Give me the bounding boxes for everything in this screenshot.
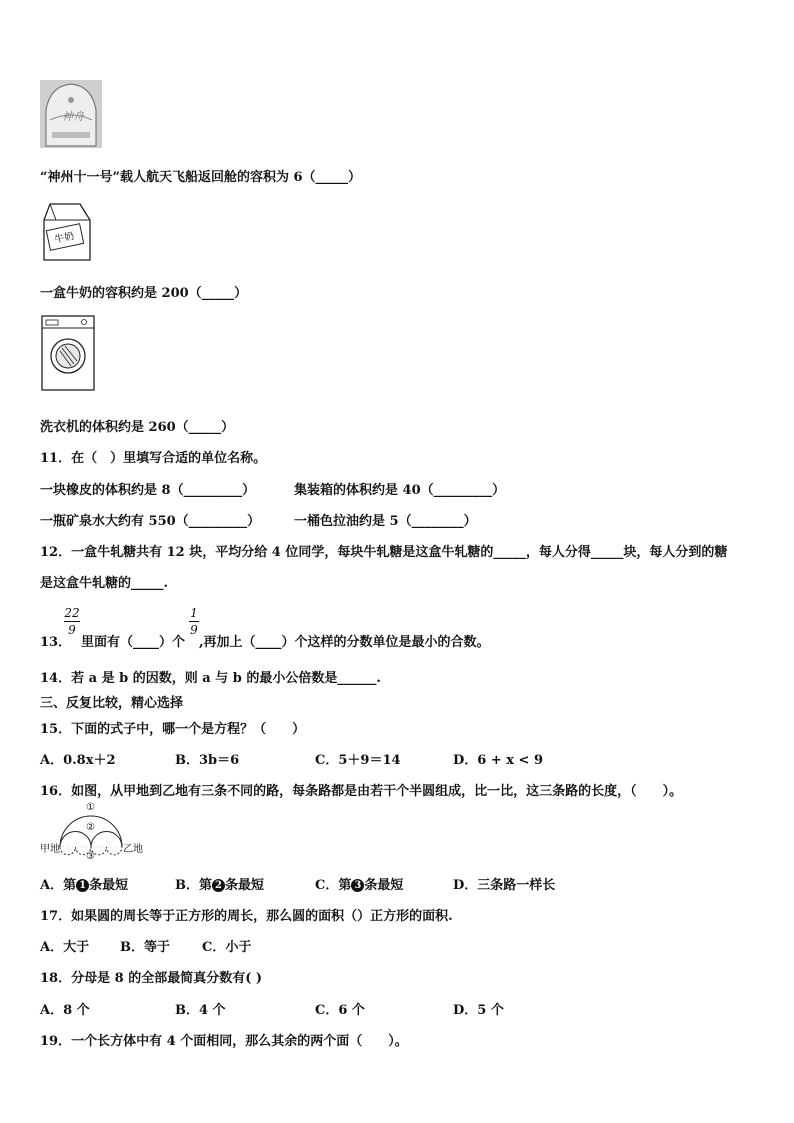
q15-option-c[interactable]: C．5＋9＝14 — [315, 753, 401, 768]
fraction-1-denominator: 9 — [68, 623, 76, 637]
q15-title: 15．下面的式子中，哪一个是方程？（ ） — [40, 722, 306, 737]
milk-caption: 一盒牛奶的容积约是 200（_____） — [40, 286, 248, 301]
q16-option-a-suffix: 条最短 — [89, 878, 129, 893]
washer-caption: 洗衣机的体积约是 260（_____） — [40, 420, 235, 435]
q13-fraction-2 — [189, 606, 199, 637]
fraction-2-denominator: 9 — [190, 623, 198, 637]
q16-option-b-suffix: 条最短 — [225, 878, 265, 893]
q12-line2: 是这盒牛轧糖的_____. — [40, 576, 169, 591]
q15-option-a[interactable]: A．0.8x＋2 — [40, 753, 116, 768]
q17-option-b[interactable]: B．等于 — [120, 940, 170, 955]
q18-option-d[interactable]: D．5 个 — [453, 1003, 504, 1018]
milk-box-image — [40, 200, 96, 264]
q13-middle-2: ,再加上（____）个这样的分数单位是最小的合数。 — [199, 635, 490, 650]
q13-prefix: 13． — [40, 635, 72, 650]
diagram-label-start: 甲地 — [40, 844, 60, 855]
q16-option-c-suffix: 条最短 — [364, 878, 404, 893]
q11-title: 11．在（ ）里填写合适的单位名称。 — [40, 451, 267, 466]
q15-option-d[interactable]: D．6 + x < 9 — [453, 753, 544, 768]
q18-option-c[interactable]: C．6 个 — [315, 1003, 365, 1018]
section-3-title: 三、反复比较，精心选择 — [40, 696, 184, 711]
q11-b: 集装箱的体积约是 40（_________） — [294, 483, 506, 498]
q12-line1: 12．一盒牛轧糖共有 12 块，平均分给 4 位同学，每块牛轧糖是这盒牛轧糖的_____，每人分得_____块，每人分到的糖 — [40, 545, 728, 560]
fraction-2-numerator: 1 — [190, 606, 198, 620]
q19-title: 19．一个长方体中有 4 个面相同，那么其余的两个面（ ）。 — [40, 1034, 408, 1049]
q18-option-b[interactable]: B．4 个 — [175, 1003, 226, 1018]
q14-text: 14．若 a 是 b 的因数，则 a 与 b 的最小公倍数是______. — [40, 671, 381, 686]
q16-option-a[interactable] — [40, 874, 128, 893]
q16-title: 16．如图，从甲地到乙地有三条不同的路，每条路都是由若干个半圆组成，比一比，这三条路的长度，（ ）。 — [40, 784, 683, 799]
semicircle-paths-diagram — [40, 802, 150, 864]
capsule-label: 神舟 — [62, 110, 84, 123]
diagram-label-path-2: ② — [86, 822, 95, 833]
capsule-image — [40, 80, 102, 148]
q13-middle-1: 里面有（____）个 — [81, 635, 186, 650]
q16-option-b[interactable] — [175, 874, 264, 893]
washing-machine-image — [40, 314, 96, 392]
q18-option-a[interactable]: A．8 个 — [40, 1003, 90, 1018]
q13-fraction-1 — [64, 606, 80, 637]
q15-option-b[interactable]: B．3b＝6 — [175, 753, 240, 768]
q11-d: 一桶色拉油约是 5（________） — [294, 514, 477, 529]
q16-option-d[interactable]: D．三条路一样长 — [453, 878, 556, 893]
q16-option-a-prefix: A．第 — [40, 878, 77, 893]
circled-number-2: 2 — [212, 879, 225, 892]
milk-box-label: 牛奶 — [53, 230, 76, 246]
q16-option-c-prefix: C．第 — [315, 878, 352, 893]
q11-c: 一瓶矿泉水大约有 550（_________） — [40, 514, 261, 529]
q16-option-b-prefix: B．第 — [175, 878, 212, 893]
q16-option-c[interactable] — [315, 874, 403, 893]
path-2-arcs — [60, 832, 122, 848]
diagram-label-path-3: ③ — [86, 851, 95, 862]
diagram-label-end: 乙地 — [123, 844, 143, 855]
diagram-label-path-1: ① — [86, 802, 95, 813]
q11-a: 一块橡皮的体积约是 8（_________） — [40, 483, 256, 498]
q17-title: 17．如果圆的周长等于正方形的周长，那么圆的面积（）正方形的面积. — [40, 909, 453, 924]
q17-option-a[interactable]: A．大于 — [40, 940, 90, 955]
fraction-1-numerator: 22 — [64, 606, 80, 620]
circled-number-1: 1 — [76, 879, 89, 892]
q17-option-c[interactable]: C．小于 — [202, 940, 252, 955]
circled-number-3: 3 — [351, 879, 364, 892]
spaceship-caption: “神州十一号”载人航天飞船返回舱的容积为 6（_____） — [40, 170, 362, 185]
q18-title: 18．分母是 8 的全部最简真分数有( ) — [40, 971, 263, 986]
